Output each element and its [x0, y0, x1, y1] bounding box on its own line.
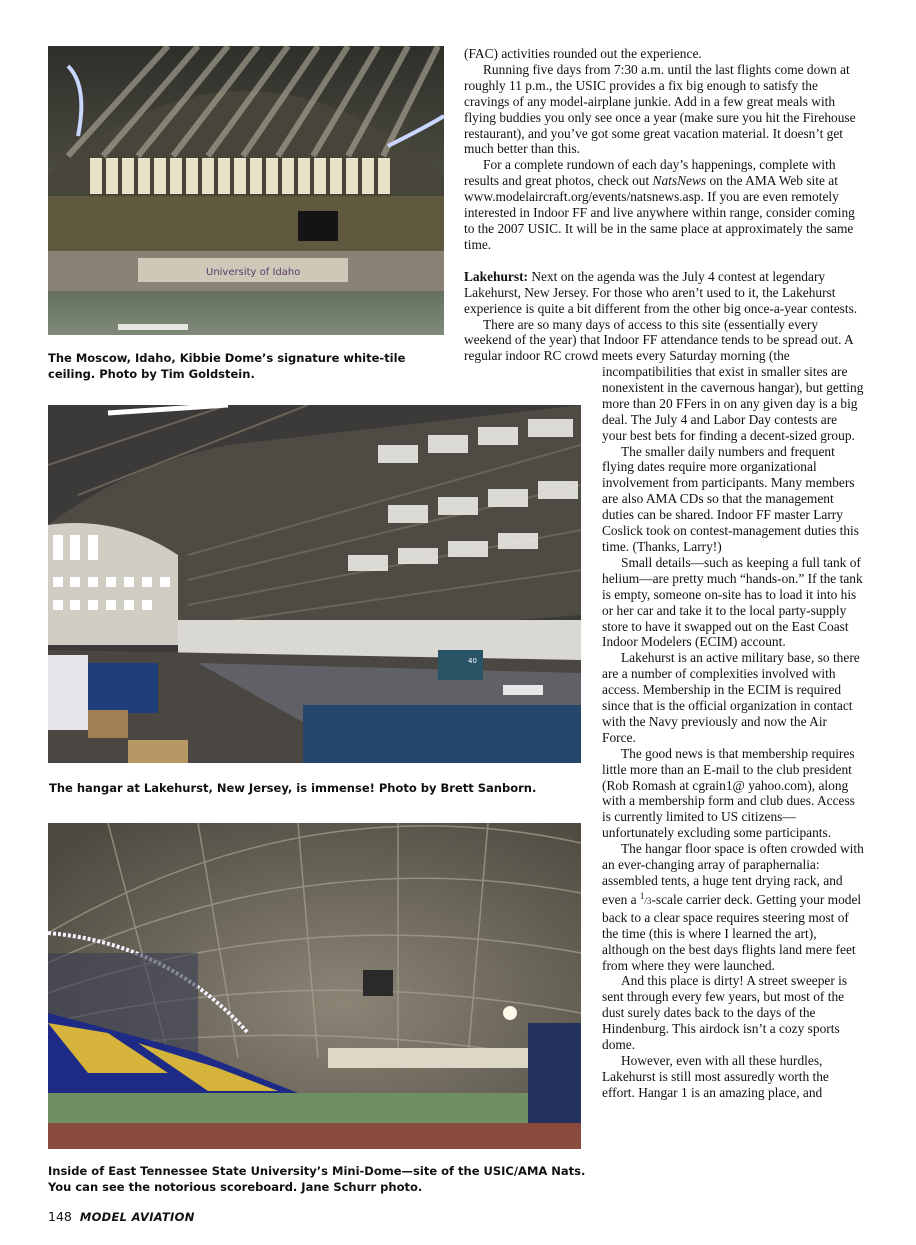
paragraph: (FAC) activities rounded out the experience. [464, 46, 702, 61]
kibbie-dome-caption: The Moscow, Idaho, Kibbie Dome’s signature white-tile ceiling. Photo by Tim Goldstein. [48, 351, 406, 381]
natsnews-title: NatsNews [652, 173, 707, 189]
mini-dome-caption: Inside of East Tennessee State University’s Mini-Dome—site of the USIC/AMA Nats. You can see the notorious scoreboard. Jane Schurr photo. [48, 1164, 586, 1194]
kibbie-dome-photo [48, 46, 444, 335]
paragraph: The good news is that membership requires little more than an E-mail to the club president (Rob Romash at cgrain1@ yahoo.com), along with a membership form and club dues. Access is currently limited to US citizens—unfortunately excluding some participants. [602, 745, 855, 841]
page-number: 148 [48, 1209, 72, 1224]
lakehurst-caption: The hangar at Lakehurst, New Jersey, is immense! Photo by Brett Sanborn. [49, 781, 537, 795]
section-heading-lakehurst: Lakehurst: [464, 268, 528, 284]
banner-sign-text: University of Idaho [206, 267, 301, 278]
paragraph: Lakehurst: Next on the agenda was the July 4 contest at legendary Lakehurst, New Jersey. For those who aren’t used to it, the Lakehurst experience is quite a bit different from the other big once-a-year contests. [464, 268, 858, 316]
paragraph: Running five days from 7:30 a.m. until the last flights come down at roughly 11 p.m., the USIC provides a fix big enough to satisfy the cravings of any model-airplane junkie. Add in a few great meals with flying buddies you only see once a year (make sure you hit the Firehouse restaurant), and you’ve got some great vacation material. It doesn’t get much better than this. [464, 61, 856, 157]
fraction-numerator: 1 [639, 890, 645, 901]
paragraph: There are so many days of access to this site (essentially every weekend of the year) that Indoor FF attendance tends to be spread out. A regular indoor RC crowd meets every Saturday morning (the [464, 316, 853, 364]
fraction-denominator: /3 [644, 895, 652, 906]
paragraph: Small details—such as keeping a full tank of helium—are pretty much “hands-on.” If the tank is empty, someone on-site has to load it into his or her car and take it to the local party-supply store to have it swapped out on the East Coast Indoor Modelers (ECIM) account. [602, 554, 863, 650]
page-footer [48, 1209, 195, 1224]
article-column-bottom [602, 364, 864, 1101]
magazine-name: MODEL AVIATION [79, 1210, 195, 1224]
paragraph: And this place is dirty! A street sweeper is sent through every few years, but most of the dust surely dates back to the days of the Hindenburg. This airdock isn’t a cozy sports dome. [602, 973, 848, 1053]
tower-number-text: 40 [468, 657, 477, 665]
paragraph: The hangar floor space is often crowded with an ever-changing array of paraphernalia: assembled tents, a huge tent drying rack, and even a $^1$/3-scale carrier deck. Getting your model back to a clear space requires steering most of the time (this is where I learned the art), although on the best days flights land mere feet from where they were launched. [602, 841, 864, 973]
article-column-top [464, 46, 864, 364]
lakehurst-hangar-photo [48, 405, 581, 763]
paragraph: For a complete rundown of each day’s happenings, complete with results and great photos, check out NatsNews on the AMA Web site at www.modelaircraft.org/events/natsnews.asp. If you are even remotely interested in Indoor FF and live anywhere within range, consider coming to the 2007 USIC. It will be in the same place at approximately the same time. [464, 157, 855, 252]
paragraph: incompatibilities that exist in smaller sites are nonexistent in the cavernous hangar), but getting more than 20 FFers in on any given day is a big deal. The July 4 and Labor Day contests are your best bets for finding a decent-sized group. [602, 364, 864, 443]
paragraph: Lakehurst is an active military base, so there are a number of complexities involved with access. Membership in the ECIM is required since that is the official organization in contact with the Navy previously and now the Air Force. [602, 650, 860, 745]
paragraph: However, even with all these hurdles, Lakehurst is still most assuredly worth the effort. Hangar 1 is an amazing place, and [602, 1052, 829, 1100]
paragraph: The smaller daily numbers and frequent flying dates require more organizational involvement from participants. Many members are also AMA CDs so that the management duties can be shared. Indoor FF master Larry Coslick took on contest-management duties this time. (Thanks, Larry!) [602, 443, 859, 554]
mini-dome-photo [48, 823, 581, 1149]
